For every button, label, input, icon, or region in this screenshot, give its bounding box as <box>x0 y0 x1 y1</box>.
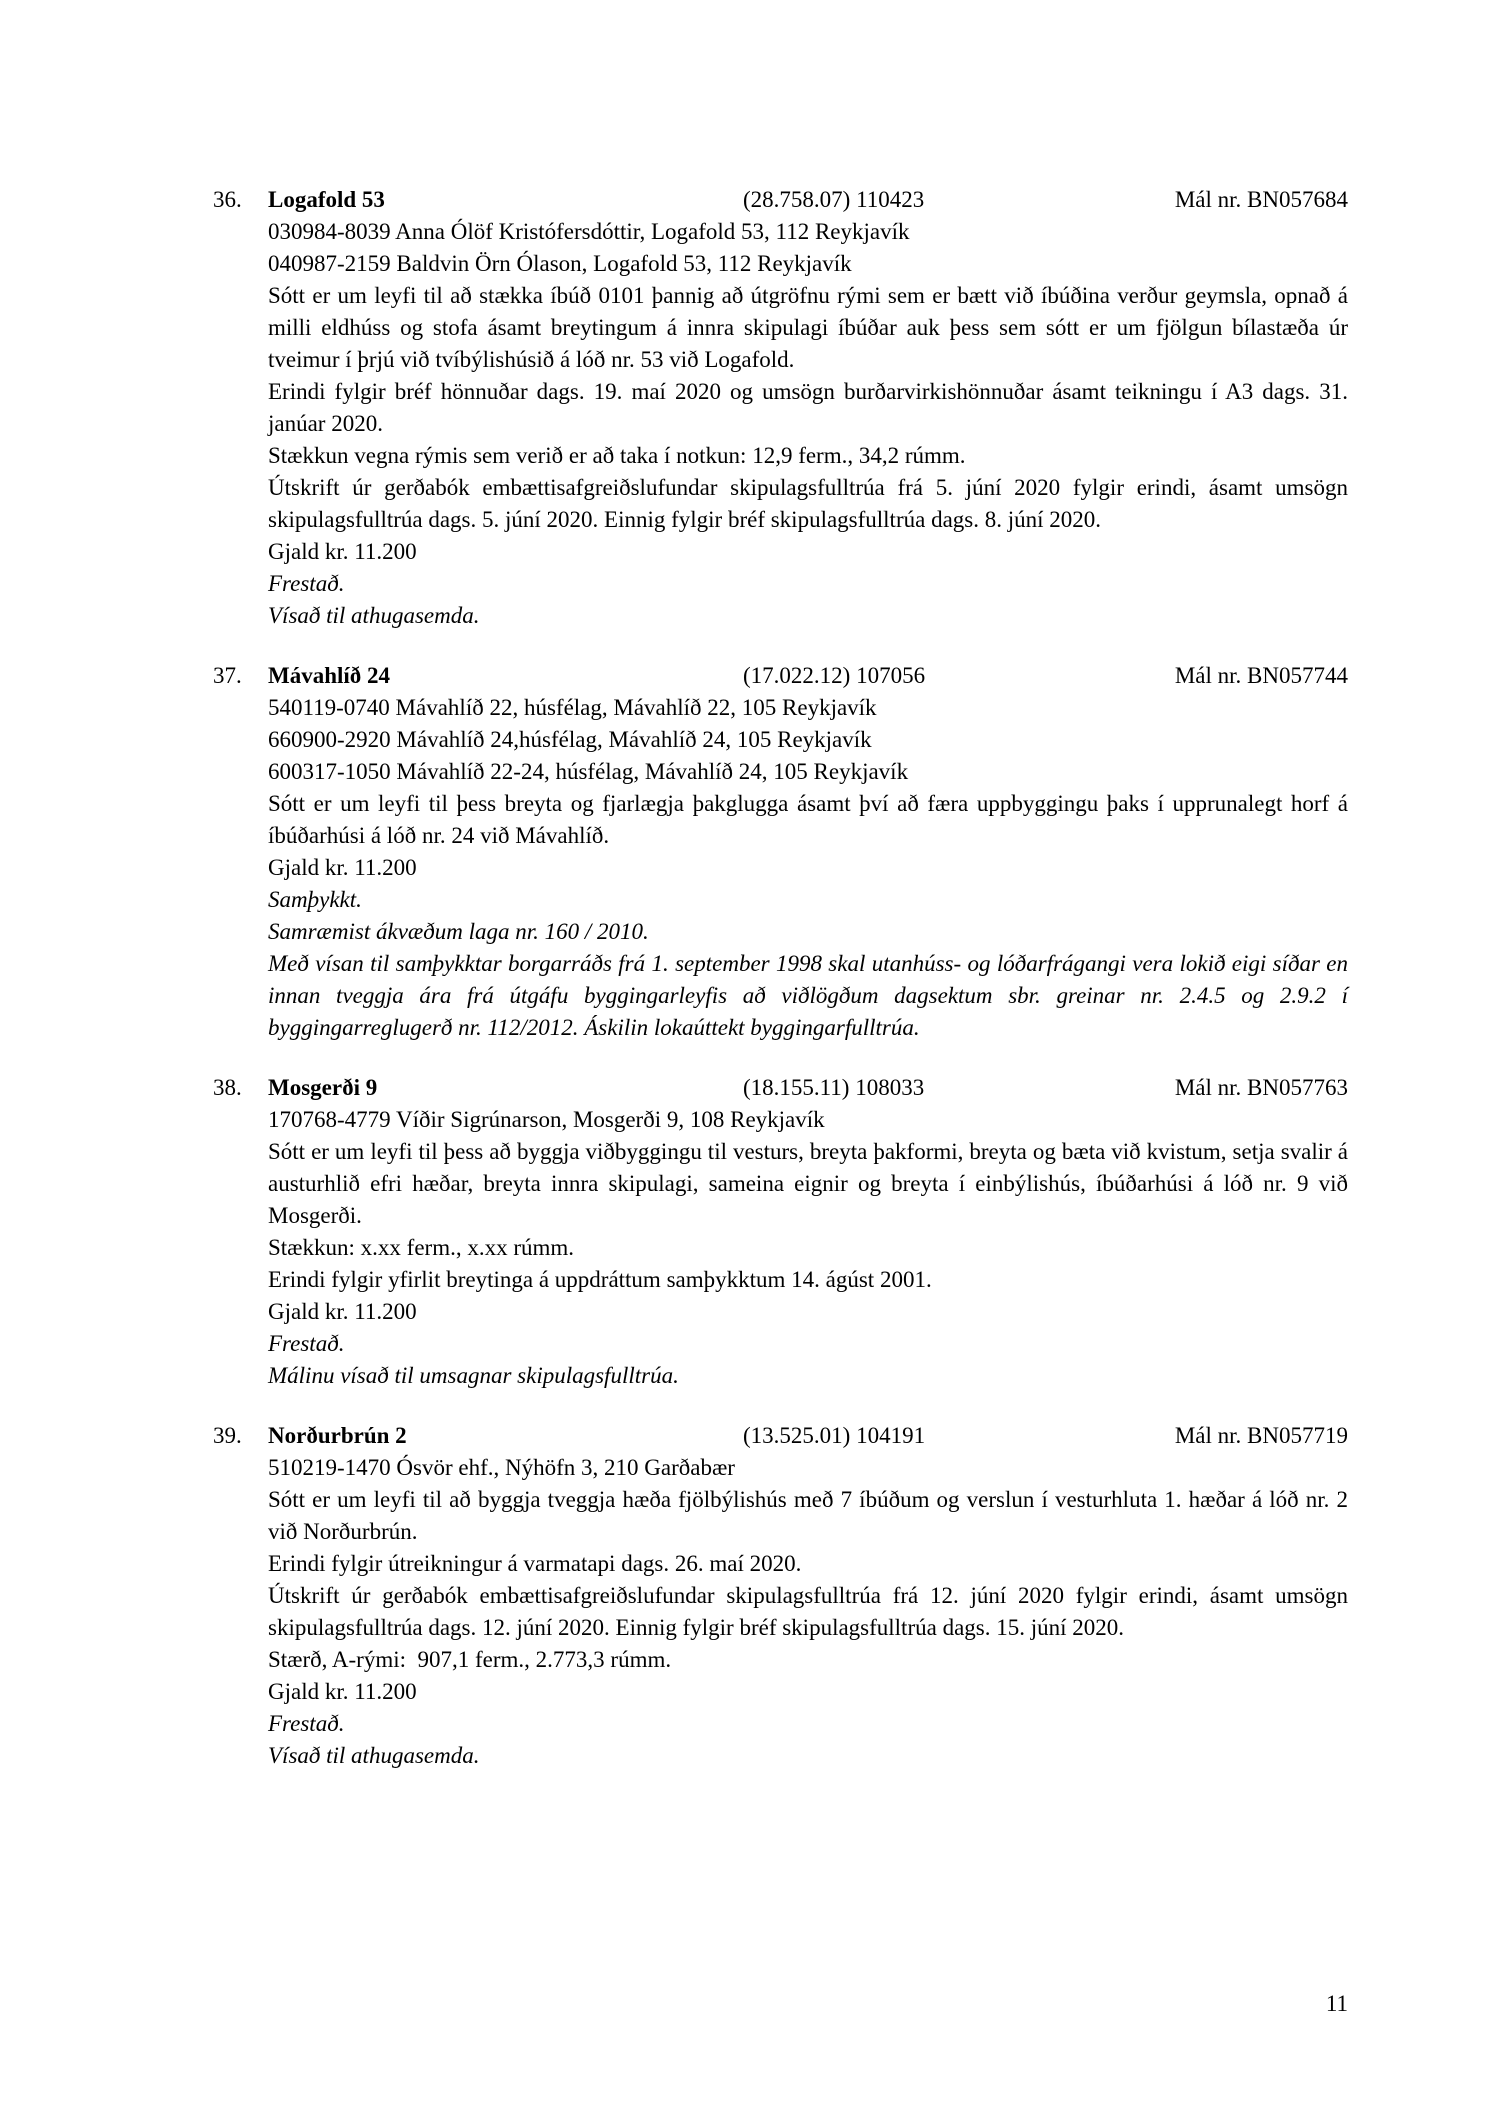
applicant-line: 600317-1050 Mávahlíð 22-24, húsfélag, Mávahlíð 24, 105 Reykjavík <box>268 759 909 784</box>
item-reference: (17.022.12) 107056 <box>743 663 926 688</box>
attachment-note: Erindi fylgir útreikningur á varmatapi dags. 26. maí 2020. <box>268 1551 802 1576</box>
decision-line: Frestað. <box>268 1711 345 1736</box>
minutes-content <box>213 184 1348 1800</box>
agenda-item-39 <box>213 1420 1348 1772</box>
item-number: 39. <box>213 1423 242 1448</box>
item-reference: (13.525.01) 104191 <box>743 1423 926 1448</box>
item-reference: (28.758.07) 110423 <box>743 187 925 212</box>
application-description: Sótt er um leyfi til að stækka íbúð 0101 þannig að útgröfnu rými sem er bætt við íbúðina verður geymsla, opnað á milli eldhúss og stofa ásamt breytingum á innra skipulagi íbúðar auk þess sem sótt er um fjölgun bílastæða úr tveimur í þrjú við tvíbýlishúsið á lóð nr. 53 við Logafold. <box>268 283 1348 372</box>
size-note: Stækkun: x.xx ferm., x.xx rúmm. <box>268 1235 575 1260</box>
item-header-right <box>743 660 1348 692</box>
agenda-item-37 <box>213 660 1348 1044</box>
item-case-number: Mál nr. BN057744 <box>1174 663 1348 688</box>
attachment-note: Erindi fylgir yfirlit breytinga á uppdráttum samþykktum 14. ágúst 2001. <box>268 1267 932 1292</box>
applicant-line: 660900-2920 Mávahlíð 24,húsfélag, Mávahlíð 24, 105 Reykjavík <box>268 727 872 752</box>
size-note: Stærð, A-rými: 907,1 ferm., 2.773,3 rúmm. <box>268 1647 672 1672</box>
item-body <box>268 1452 1348 1772</box>
fee-line: Gjald kr. 11.200 <box>268 1299 417 1324</box>
item-title: Mávahlíð 24 <box>268 663 391 688</box>
excerpt-note: Útskrift úr gerðabók embættisafgreiðslufundar skipulagsfulltrúa frá 12. júní 2020 fylgir erindi, ásamt umsögn skipulagsfulltrúa dags. 12. júní 2020. Einnig fylgir bréf skipulagsfulltrúa dags. 15. júní 2020. <box>268 1583 1348 1640</box>
item-header <box>213 1072 1348 1104</box>
item-number: 38. <box>213 1075 242 1100</box>
decision-line: Vísað til athugasemda. <box>268 1743 480 1768</box>
decision-line: Málinu vísað til umsagnar skipulagsfulltrúa. <box>268 1363 679 1388</box>
item-header-right <box>743 184 1348 216</box>
decision-line: Frestað. <box>268 1331 345 1356</box>
item-body <box>268 216 1348 632</box>
item-case-number: Mál nr. BN057719 <box>1174 1423 1348 1448</box>
item-case-number: Mál nr. BN057684 <box>1174 187 1348 212</box>
applicant-line: 170768-4779 Víðir Sigrúnarson, Mosgerði 9, 108 Reykjavík <box>268 1107 825 1132</box>
item-header <box>213 184 1348 216</box>
fee-line: Gjald kr. 11.200 <box>268 1679 417 1704</box>
application-description: Sótt er um leyfi til þess að byggja viðbyggingu til vesturs, breyta þakformi, breyta og bæta við kvistum, setja svalir á austurhlið efri hæðar, breyta innra skipulagi, sameina eignir og breyta í einbýlishús, íbúðarhúsi á lóð nr. 9 við Mosgerði. <box>268 1139 1348 1228</box>
item-title: Logafold 53 <box>268 187 385 212</box>
item-header-right <box>743 1072 1348 1104</box>
item-number: 37. <box>213 663 242 688</box>
attachment-note: Erindi fylgir bréf hönnuðar dags. 19. maí 2020 og umsögn burðarvirkishönnuðar ásamt teikningu í A3 dags. 31. janúar 2020. <box>268 379 1348 436</box>
applicant-line: 510219-1470 Ósvör ehf., Nýhöfn 3, 210 Garðabær <box>268 1455 735 1480</box>
condition-note: Með vísan til samþykktar borgarráðs frá 1. september 1998 skal utanhúss- og lóðarfrágangi vera lokið eigi síðar en innan tveggja ára frá útgáfu byggingarleyfis að viðlögðum dagsektum sbr. greinar nr. 2.4.5 og 2.9.2 í byggingarreglugerð nr. 112/2012. Áskilin lokaúttekt byggingarfulltrúa. <box>268 951 1348 1040</box>
agenda-item-36 <box>213 184 1348 632</box>
item-header <box>213 1420 1348 1452</box>
item-number: 36. <box>213 187 242 212</box>
size-note: Stækkun vegna rýmis sem verið er að taka í notkun: 12,9 ferm., 34,2 rúmm. <box>268 443 966 468</box>
page-number: 11 <box>1325 1991 1348 2016</box>
decision-line: Samþykkt. <box>268 887 362 912</box>
item-reference: (18.155.11) 108033 <box>743 1075 925 1100</box>
excerpt-note: Útskrift úr gerðabók embættisafgreiðslufundar skipulagsfulltrúa frá 5. júní 2020 fylgir erindi, ásamt umsögn skipulagsfulltrúa dags. 5. júní 2020. Einnig fylgir bréf skipulagsfulltrúa dags. 8. júní 2020. <box>268 475 1348 532</box>
item-case-number: Mál nr. BN057763 <box>1174 1075 1348 1100</box>
decision-line: Vísað til athugasemda. <box>268 603 480 628</box>
decision-line: Frestað. <box>268 571 345 596</box>
applicant-line: 040987-2159 Baldvin Örn Ólason, Logafold 53, 112 Reykjavík <box>268 251 852 276</box>
legal-reference-line: Samræmist ákvæðum laga nr. 160 / 2010. <box>268 919 649 944</box>
item-title: Mosgerði 9 <box>268 1075 378 1100</box>
item-header <box>213 660 1348 692</box>
agenda-item-38 <box>213 1072 1348 1392</box>
applicant-line: 540119-0740 Mávahlíð 22, húsfélag, Mávahlíð 22, 105 Reykjavík <box>268 695 877 720</box>
applicant-line: 030984-8039 Anna Ólöf Kristófersdóttir, Logafold 53, 112 Reykjavík <box>268 219 910 244</box>
fee-line: Gjald kr. 11.200 <box>268 855 417 880</box>
application-description: Sótt er um leyfi til þess breyta og fjarlægja þakglugga ásamt því að færa uppbyggingu þaks í upprunalegt horf á íbúðarhúsi á lóð nr. 24 við Mávahlíð. <box>268 791 1348 848</box>
item-body <box>268 692 1348 1044</box>
application-description: Sótt er um leyfi til að byggja tveggja hæða fjölbýlishús með 7 íbúðum og verslun í vesturhluta 1. hæðar á lóð nr. 2 við Norðurbrún. <box>268 1487 1348 1544</box>
fee-line: Gjald kr. 11.200 <box>268 539 417 564</box>
item-body <box>268 1104 1348 1392</box>
item-title: Norðurbrún 2 <box>268 1423 407 1448</box>
item-header-right <box>743 1420 1348 1452</box>
